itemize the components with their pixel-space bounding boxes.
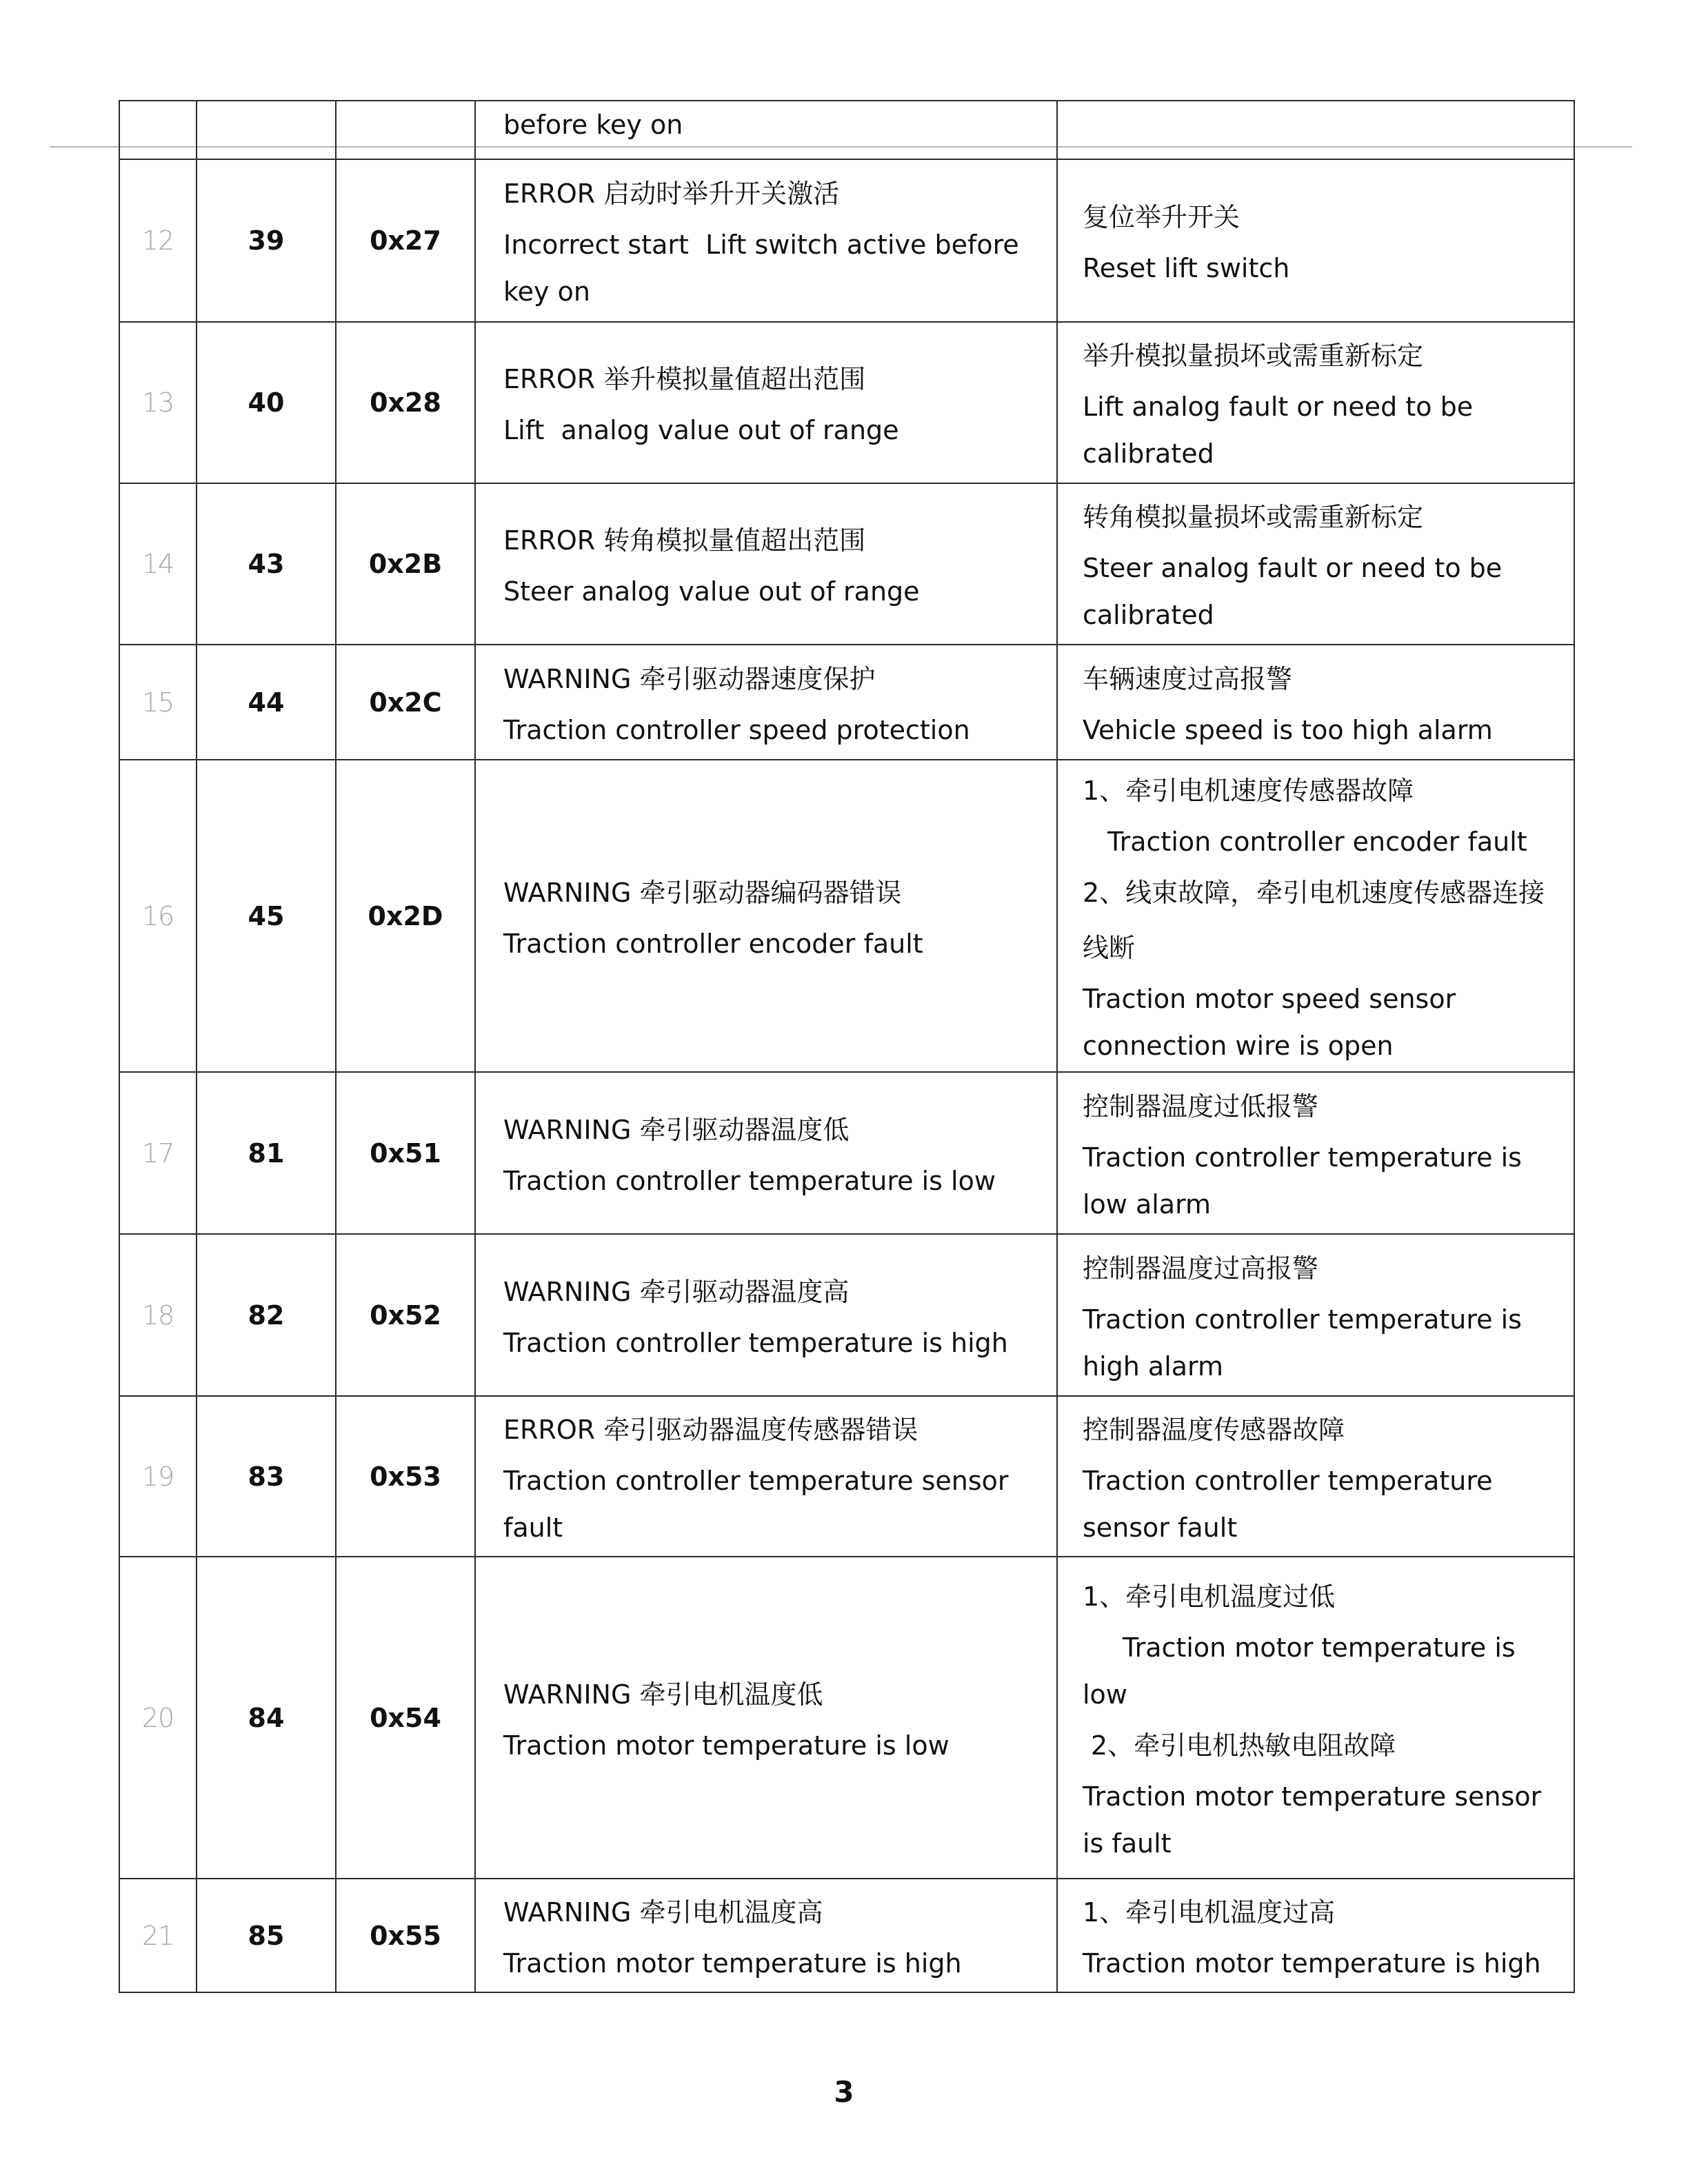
description-line: Traction controller temperature is low (503, 1165, 996, 1196)
solution-cell (1057, 101, 1574, 159)
table-row (119, 159, 1574, 322)
page-number: 3 (834, 2075, 854, 2109)
solution-line: 1、牵引电机温度过低 (1083, 1581, 1336, 1612)
description-line: WARNING 牵引驱动器速度保护 (503, 663, 876, 694)
solution-line: 控制器温度传感器故障 (1083, 1414, 1345, 1445)
solution-line: Traction controller temperature (1083, 1465, 1493, 1496)
description-line: Traction controller temperature is high (503, 1327, 1008, 1358)
table-row (119, 645, 1574, 760)
hex-code-cell: 0x2C (336, 645, 475, 760)
hex-code-cell: 0x2B (336, 483, 475, 645)
index-cell (119, 101, 197, 159)
table-row (119, 1234, 1574, 1396)
dec-code-cell: 83 (197, 1396, 336, 1557)
solution-line: 控制器温度过低报警 (1083, 1091, 1319, 1122)
description-line: before key on (503, 110, 683, 140)
hex-code-cell: 0x55 (336, 1879, 475, 1992)
hex-code-cell: 0x52 (336, 1234, 475, 1396)
description-line: Lift analog value out of range (503, 415, 899, 445)
table-row (119, 483, 1574, 645)
hex-code-cell: 0x28 (336, 322, 475, 483)
solution-cell (1057, 1396, 1574, 1557)
description-cell (475, 159, 1057, 322)
description-cell (475, 101, 1057, 159)
description-line: WARNING 牵引电机温度低 (503, 1679, 823, 1710)
description-line: ERROR 举升模拟量值超出范围 (503, 364, 866, 394)
description-cell (475, 1234, 1057, 1396)
description-line: Traction motor temperature is high (503, 1948, 962, 1979)
description-line: fault (503, 1512, 563, 1543)
solution-line: calibrated (1083, 600, 1214, 630)
solution-line: calibrated (1083, 438, 1214, 469)
solution-line: 1、牵引电机温度过高 (1083, 1897, 1336, 1928)
description-line: ERROR 牵引驱动器温度传感器错误 (503, 1414, 918, 1445)
description-cell (475, 1072, 1057, 1234)
dec-code-cell: 44 (197, 645, 336, 760)
dec-code-cell: 85 (197, 1879, 336, 1992)
solution-cell (1057, 1879, 1574, 1992)
table-row (119, 1879, 1574, 1992)
index-cell: 20 (119, 1557, 197, 1879)
index-cell: 15 (119, 645, 197, 760)
index-cell: 13 (119, 322, 197, 483)
solution-line: low (1083, 1679, 1127, 1710)
table-row (119, 1557, 1574, 1879)
solution-cell (1057, 483, 1574, 645)
description-line: WARNING 牵引驱动器编码器错误 (503, 877, 902, 908)
solution-line: Traction controller encoder fault (1107, 826, 1527, 857)
solution-line: Traction controller temperature is (1083, 1142, 1522, 1173)
solution-line: 2、牵引电机热敏电阻故障 (1091, 1730, 1396, 1761)
description-cell (475, 1879, 1057, 1992)
table-row (119, 1072, 1574, 1234)
solution-line: Lift analog fault or need to be (1083, 392, 1474, 422)
solution-line: Traction motor temperature is (1123, 1632, 1516, 1663)
solution-cell (1057, 1234, 1574, 1396)
solution-line: 控制器温度过高报警 (1083, 1253, 1319, 1284)
solution-line: 举升模拟量损坏或需重新标定 (1083, 341, 1424, 371)
index-cell: 17 (119, 1072, 197, 1234)
index-cell: 19 (119, 1396, 197, 1557)
description-line: key on (503, 276, 590, 307)
solution-line: sensor fault (1083, 1512, 1238, 1543)
index-cell: 21 (119, 1879, 197, 1992)
description-cell (475, 645, 1057, 760)
solution-line: connection wire is open (1083, 1030, 1394, 1061)
hex-code-cell (336, 101, 475, 159)
table-row-continuation (119, 101, 1574, 159)
dec-code-cell: 43 (197, 483, 336, 645)
solution-line: 1、牵引电机速度传感器故障 (1083, 775, 1414, 806)
dec-code-cell (197, 101, 336, 159)
solution-line: high alarm (1083, 1351, 1224, 1382)
solution-line: Traction motor speed sensor (1083, 983, 1456, 1014)
hex-code-cell: 0x54 (336, 1557, 475, 1879)
description-cell (475, 1396, 1057, 1557)
index-cell: 12 (119, 159, 197, 322)
table-row (119, 760, 1574, 1072)
dec-code-cell: 45 (197, 760, 336, 1072)
hex-code-cell: 0x51 (336, 1072, 475, 1234)
index-cell: 16 (119, 760, 197, 1072)
dec-code-cell: 40 (197, 322, 336, 483)
solution-line: 车辆速度过高报警 (1083, 663, 1293, 694)
dec-code-cell: 39 (197, 159, 336, 322)
description-cell (475, 322, 1057, 483)
description-line: Traction controller temperature sensor (503, 1465, 1009, 1496)
index-cell: 18 (119, 1234, 197, 1396)
solution-cell (1057, 322, 1574, 483)
description-line: Incorrect start Lift switch active before (503, 230, 1019, 260)
solution-cell (1057, 645, 1574, 760)
description-line: ERROR 启动时举升开关激活 (503, 179, 840, 209)
solution-line: Reset lift switch (1083, 253, 1290, 283)
table-row (119, 1396, 1574, 1557)
solution-line: Traction controller temperature is (1083, 1304, 1522, 1335)
solution-line: 2、线束故障，牵引电机速度传感器连接 (1083, 877, 1545, 908)
description-line: Traction controller speed protection (503, 714, 970, 745)
dec-code-cell: 81 (197, 1072, 336, 1234)
fault-code-table (119, 100, 1575, 1993)
solution-line: Traction motor temperature sensor (1083, 1781, 1542, 1812)
hex-code-cell: 0x27 (336, 159, 475, 322)
solution-cell (1057, 760, 1574, 1072)
hex-code-cell: 0x53 (336, 1396, 475, 1557)
description-cell (475, 483, 1057, 645)
solution-line: Steer analog fault or need to be (1083, 553, 1503, 583)
dec-code-cell: 82 (197, 1234, 336, 1396)
solution-cell (1057, 1557, 1574, 1879)
solution-line: low alarm (1083, 1189, 1212, 1220)
description-cell (475, 1557, 1057, 1879)
description-line: WARNING 牵引电机温度高 (503, 1897, 823, 1928)
description-line: WARNING 牵引驱动器温度高 (503, 1276, 850, 1307)
description-line: Traction controller encoder fault (503, 928, 923, 959)
solution-cell (1057, 159, 1574, 322)
solution-line: Vehicle speed is too high alarm (1083, 714, 1493, 745)
description-line: Steer analog value out of range (503, 576, 920, 607)
solution-line: is fault (1083, 1828, 1172, 1859)
solution-line: 复位举升开关 (1083, 202, 1240, 232)
description-line: WARNING 牵引驱动器温度低 (503, 1114, 850, 1145)
description-line: ERROR 转角模拟量值超出范围 (503, 525, 866, 556)
index-cell: 14 (119, 483, 197, 645)
description-line: Traction motor temperature is low (503, 1730, 950, 1761)
hex-code-cell: 0x2D (336, 760, 475, 1072)
description-cell (475, 760, 1057, 1072)
solution-cell (1057, 1072, 1574, 1234)
solution-line: 转角模拟量损坏或需重新标定 (1083, 502, 1424, 532)
table-row (119, 322, 1574, 483)
solution-line: Traction motor temperature is high (1083, 1948, 1541, 1979)
solution-line: 线断 (1083, 932, 1136, 963)
dec-code-cell: 84 (197, 1557, 336, 1879)
